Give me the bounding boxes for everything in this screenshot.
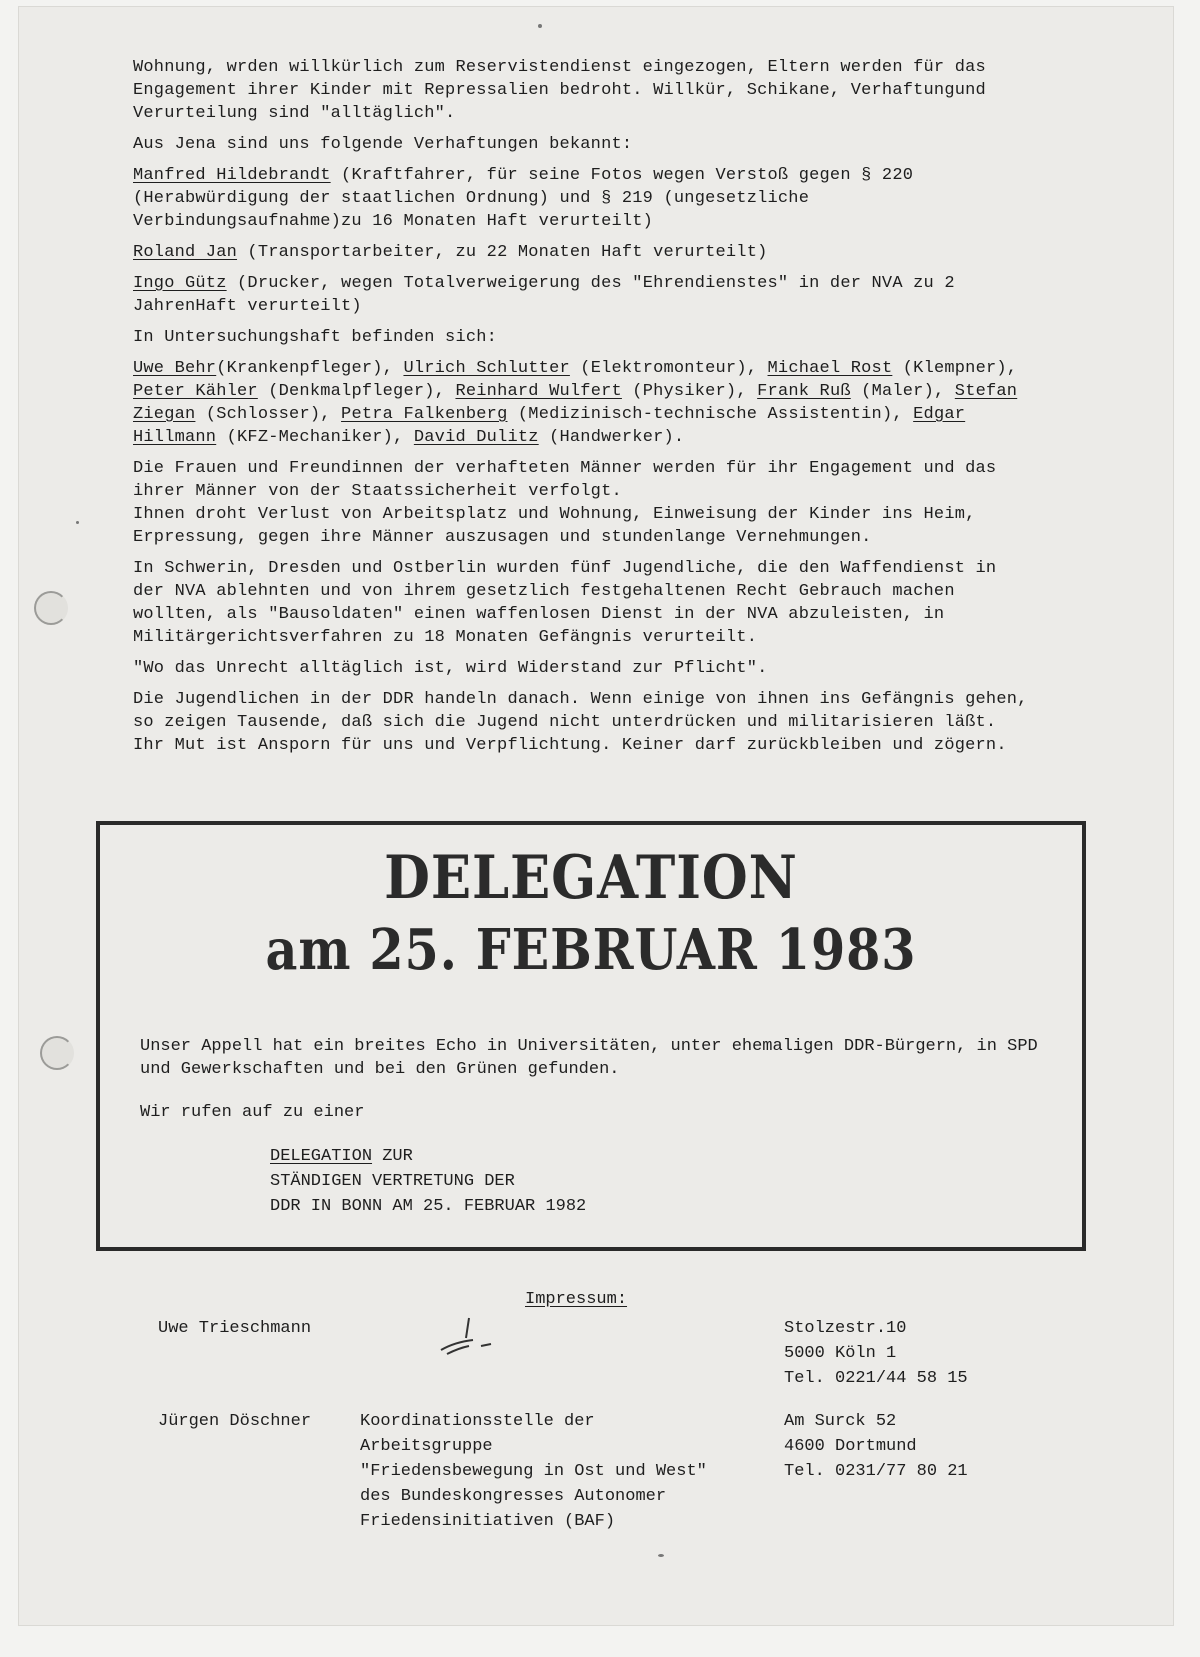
custody-role: (Denkmalpfleger), bbox=[257, 382, 456, 401]
address-phone: Tel. 0221/44 58 15 bbox=[784, 1369, 968, 1388]
appeal-paragraph: Unser Appell hat ein breites Echo in Universitäten, unter ehemaligen DDR-Bürgern, in SPD und Gewerkschaften und bei den Grünen gefunden. bbox=[140, 1037, 1038, 1079]
org-line: Koordinationsstelle der bbox=[360, 1412, 595, 1431]
custody-role: (Elektromonteur), bbox=[569, 359, 768, 378]
arrest-detail: (Kraftfahrer, für seine Fotos wegen Verstoß gegen § 220 (Herabwürdigung der staatlichen Ordnung) und § 219 (ungesetzliche Verbindungsaufnahme)zu 16 Monaten Haft verurteilt) bbox=[133, 166, 914, 231]
delegation-call-rest: ZUR bbox=[372, 1147, 413, 1166]
org-line: des Bundeskongresses Autonomer bbox=[360, 1487, 667, 1506]
custody-role: (Schlosser), bbox=[195, 405, 342, 424]
delegation-text bbox=[140, 1035, 1040, 1239]
address-city: 4600 Dortmund bbox=[784, 1437, 917, 1456]
threat-paragraph: Ihnen droht Verlust von Arbeitsplatz und Wohnung, Einweisung der Kinder ins Heim, Erpressung, gegen ihre Männer auszusagen und stundenlange Vernehmungen. bbox=[133, 505, 976, 547]
quote-paragraph: "Wo das Unrecht alltäglich ist, wird Widerstand zur Pflicht". bbox=[133, 659, 768, 678]
paper-speck bbox=[76, 521, 79, 524]
delegation-call bbox=[270, 1144, 1040, 1219]
custody-name: Petra Falkenberg bbox=[341, 405, 508, 424]
custody-name: David Dulitz bbox=[413, 428, 539, 447]
delegation-call-underlined: DELEGATION bbox=[270, 1147, 373, 1166]
jena-arrests-heading: Aus Jena sind uns folgende Verhaftungen bekannt: bbox=[133, 135, 633, 154]
custody-name: Reinhard Wulfert bbox=[455, 382, 622, 401]
main-body-text bbox=[133, 56, 1033, 765]
call-paragraph: Wir rufen auf zu einer bbox=[140, 1103, 365, 1122]
paper-speck bbox=[538, 24, 542, 28]
punch-hole-lower bbox=[40, 1036, 74, 1070]
arrest-name: Manfred Hildebrandt bbox=[133, 166, 331, 185]
paper-speck bbox=[658, 1554, 664, 1557]
impressum-name-1: Uwe Trieschmann bbox=[158, 1319, 312, 1338]
org-line: Arbeitsgruppe bbox=[360, 1437, 493, 1456]
custody-name: Frank Ruß bbox=[757, 382, 851, 401]
custody-role: (Maler), bbox=[850, 382, 955, 401]
custody-name: Stefan Ziegan bbox=[133, 382, 1018, 424]
org-line: "Friedensbewegung in Ost und West" bbox=[360, 1462, 707, 1481]
address-city: 5000 Köln 1 bbox=[784, 1344, 897, 1363]
custody-role: (Medizinisch-technische Assistentin), bbox=[507, 405, 914, 424]
punch-hole-upper bbox=[34, 591, 68, 625]
impressum-organization bbox=[360, 1409, 707, 1534]
youth-paragraph: Die Jugendlichen in der DDR handeln danach. Wenn einige von ihnen ins Gefängnis gehen, so zeigen Tausende, daß sich die Jugend nicht unterdrücken und militarisieren läßt. Ihr Mut ist Ansporn für uns und Verpflichtung. Keiner darf zurückbleiben und zögern. bbox=[133, 690, 1028, 755]
arrest-detail: (Transportarbeiter, zu 22 Monaten Haft verurteilt) bbox=[237, 243, 768, 262]
intro-paragraph: Wohnung, wrden willkürlich zum Reservistendienst eingezogen, Eltern werden für das Engagement ihrer Kinder mit Repressalien bedroht. Willkür, Schikane, Verhaftungund Verurteilung sind "alltäglich". bbox=[133, 58, 986, 123]
arrest-entry bbox=[133, 272, 1033, 318]
delegation-box bbox=[96, 821, 1086, 1251]
arrest-entry bbox=[133, 164, 1033, 233]
arrest-entry bbox=[133, 241, 1033, 264]
address-street: Stolzestr.10 bbox=[784, 1319, 907, 1338]
arrest-name: Ingo Gütz bbox=[133, 274, 227, 293]
address-phone: Tel. 0231/77 80 21 bbox=[784, 1462, 968, 1481]
custody-role: (Handwerker). bbox=[538, 428, 685, 447]
delegation-date-headline: am 25. FEBRUAR 1983 bbox=[265, 917, 917, 983]
impressum-address-1 bbox=[784, 1316, 968, 1391]
custody-role: (Klempner), bbox=[892, 359, 1018, 378]
custody-name: Peter Kähler bbox=[133, 382, 258, 401]
document-page bbox=[18, 6, 1174, 1626]
custody-heading: In Untersuchungshaft befinden sich: bbox=[133, 328, 498, 347]
custody-name: Uwe Behr bbox=[133, 359, 217, 378]
delegation-headline: DELEGATION bbox=[384, 843, 798, 913]
schwerin-paragraph: In Schwerin, Dresden und Ostberlin wurden fünf Jugendliche, die den Waffendienst in der NVA ablehnten und von ihrem gesetzlich festgehaltenen Recht Gebrauch machen wollten, als "Bausoldaten" einen waffenlosen Dienst in der NVA abzuleisten, in Militärgerichtsverfahren zu 18 Monaten Gefängnis verurteilt. bbox=[133, 559, 997, 647]
arrest-detail: (Drucker, wegen Totalverweigerung des "Ehrendienstes" in der NVA zu 2 JahrenHaft verurteilt) bbox=[133, 274, 955, 316]
custody-name: Edgar Hillmann bbox=[133, 405, 966, 447]
delegation-call-line-3: DDR IN BONN AM 25. FEBRUAR 1982 bbox=[270, 1197, 587, 1216]
custody-list bbox=[133, 357, 1033, 449]
signature-mark bbox=[433, 1316, 503, 1356]
custody-name: Ulrich Schlutter bbox=[403, 359, 570, 378]
impressum-name-2: Jürgen Döschner bbox=[158, 1412, 312, 1431]
delegation-call-line-2: STÄNDIGEN VERTRETUNG DER bbox=[270, 1172, 515, 1191]
arrest-name: Roland Jan bbox=[133, 243, 238, 262]
custody-role: (Physiker), bbox=[621, 382, 758, 401]
women-paragraph: Die Frauen und Freundinnen der verhafteten Männer werden für ihr Engagement und das ihrer Männer von der Staatssicherheit verfolgt. bbox=[133, 459, 997, 501]
custody-name: Michael Rost bbox=[767, 359, 893, 378]
impressum-heading: Impressum: bbox=[525, 1290, 628, 1309]
custody-role: (Krankenpfleger), bbox=[216, 359, 404, 378]
address-street: Am Surck 52 bbox=[784, 1412, 897, 1431]
org-line: Friedensinitiativen (BAF) bbox=[360, 1512, 616, 1531]
custody-role: (KFZ-Mechaniker), bbox=[216, 428, 414, 447]
impressum-address-2 bbox=[784, 1409, 968, 1484]
